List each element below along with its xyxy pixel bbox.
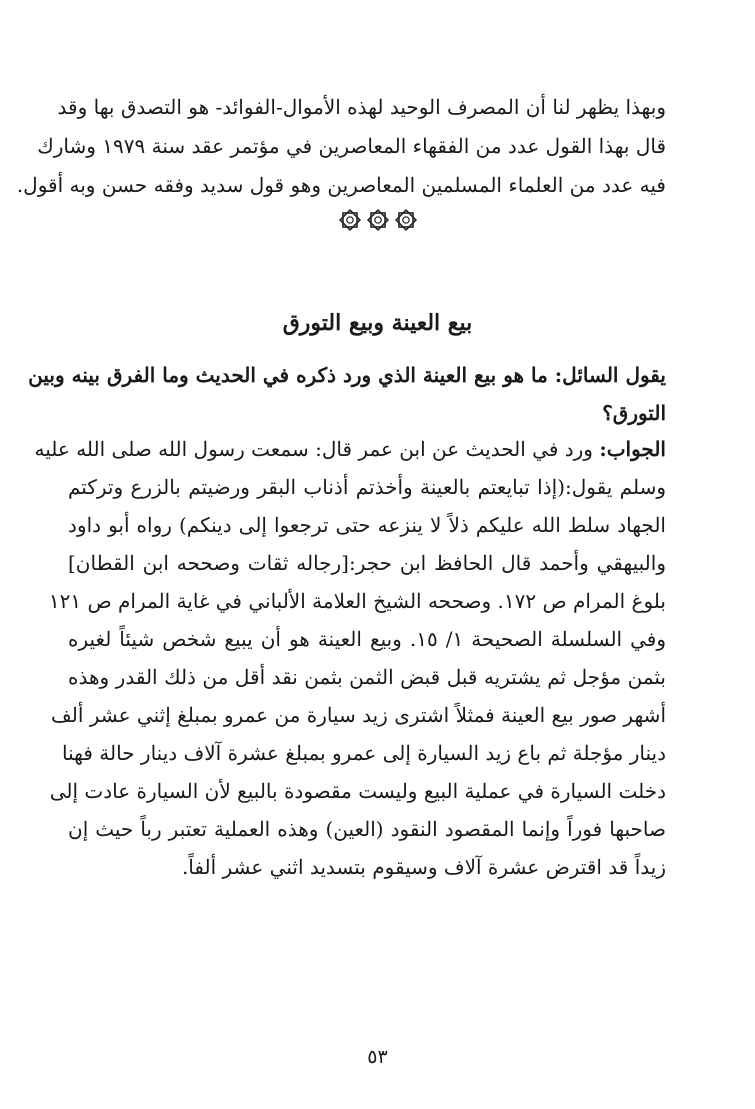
- answer-line-10: دخلت السيارة في عملية البيع وليست مقصودة بالبيع لأن السيارة عادت إلى: [49, 779, 666, 803]
- answer-line-6: وفي السلسلة الصحيحة ١/ ١٥. وبيع العينة هو أن يبيع شخص شيئاً لغيره: [68, 627, 666, 651]
- answer-line-4: والبيهقي وأحمد قال الحافظ ابن حجر:[رجاله ثقات وصححه ابن القطان]: [68, 551, 666, 575]
- answer-line-9: دينار مؤجلة ثم باع زيد السيارة إلى عمرو بمبلغ عشرة آلاف دينار حالة فهنا: [62, 741, 666, 765]
- answer-line-1-text: ورد في الحديث عن ابن عمر قال: سمعت رسول الله صلى الله عليه: [34, 437, 600, 461]
- answer-line-1: [34, 434, 666, 464]
- answer-line-2: وسلم يقول:(إذا تبايعتم بالعينة وأخذتم أذناب البقر ورضيتم بالزرع وتركتم: [68, 475, 666, 499]
- intro-line-2: قال بهذا القول عدد من الفقهاء المعاصرين في مؤتمر عقد سنة ١٩٧٩ وشارك: [37, 134, 666, 158]
- octagram-star-icon: [366, 208, 390, 232]
- answer-line-7: بثمن مؤجل ثم يشتريه قبل قبض الثمن بثمن نقد أقل من ذلك القدر وهذه: [68, 665, 666, 689]
- section-divider-ornaments: [0, 208, 755, 232]
- answer-line-3: الجهاد سلط الله عليكم ذلاً لا ينزعه حتى ترجعوا إلى دينكم) رواه أبو داود: [68, 513, 666, 537]
- question-line-1: يقول السائل: ما هو بيع العينة الذي ورد ذكره في الحديث وما الفرق بينه وبين: [28, 363, 666, 387]
- answer-line-8: أشهر صور بيع العينة فمثلاً اشترى زيد سيارة من عمرو بمبلغ إثني عشر ألف: [51, 703, 666, 727]
- answer-line-5: بلوغ المرام ص ١٧٢. وصححه الشيخ العلامة الألباني في غاية المرام ص ١٢١: [48, 589, 666, 613]
- section-title: بيع العينة وبيع التورق: [282, 310, 473, 336]
- answer-line-11: صاحبها فوراً وإنما المقصود النقود (العين) وهذه العملية تعتبر رباً حيث إن: [68, 817, 666, 841]
- question-line-2: التورق؟: [602, 401, 666, 425]
- answer-line-12: زيداً قد اقترض عشرة آلاف وسيقوم بتسديد اثني عشر ألفاً.: [181, 855, 666, 879]
- answer-label: الجواب:: [599, 437, 666, 461]
- intro-line-3: فيه عدد من العلماء المسلمين المعاصرين وهو قول سديد وفقه حسن وبه أقول.: [16, 173, 666, 197]
- octagram-star-icon: [394, 208, 418, 232]
- octagram-star-icon: [338, 208, 362, 232]
- page-number: ٥٣: [367, 1046, 388, 1068]
- intro-line-1: وبهذا يظهر لنا أن المصرف الوحيد لهذه الأموال-الفوائد- هو التصدق بها وقد: [57, 95, 666, 119]
